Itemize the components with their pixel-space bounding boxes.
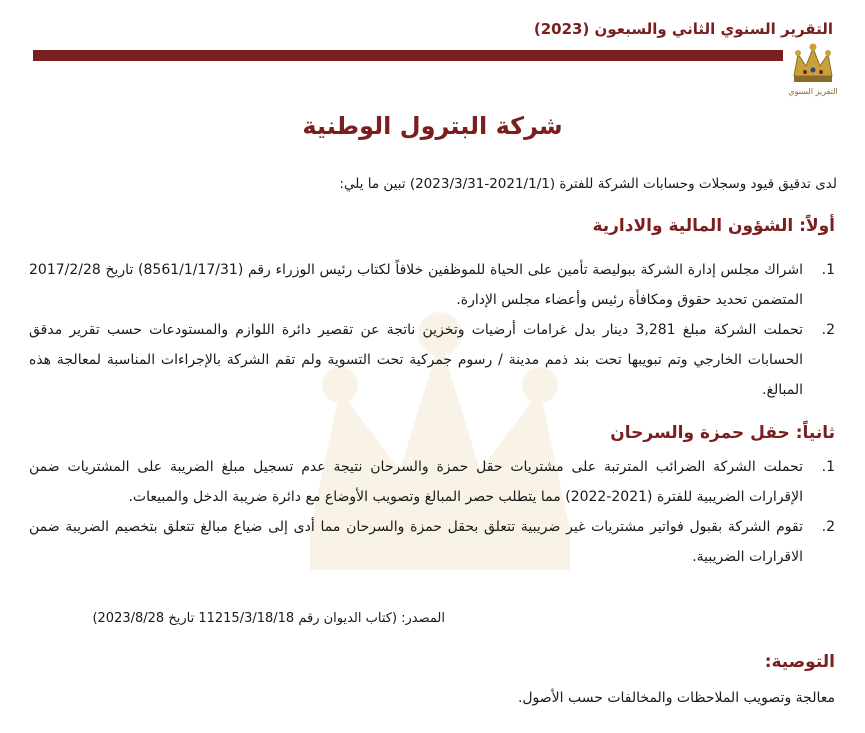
item-number: 1. bbox=[821, 459, 835, 475]
section-heading-recommendation: التوصية: bbox=[764, 652, 835, 672]
header-divider-bar bbox=[33, 50, 783, 61]
item-text: اشراك مجلس إدارة الشركة ببوليصة تأمين على الحياة للموظفين خلافاً لكتاب رئيس الوزراء رقم (8561/1/17/31) تاريخ 2017/2/28 المتضمن تحديد حقوق ومكافأة رئيس وأعضاء مجلس الإدارة. bbox=[29, 262, 804, 308]
item-number: 2. bbox=[821, 322, 835, 338]
section-heading-hamza-field: ثانياً: حقل حمزة والسرحان bbox=[610, 423, 835, 443]
intro-paragraph: لدى تدقيق قيود وسجلات وحسابات الشركة للفترة (2021/1/1-2023/3/31) تبين ما يلي: bbox=[339, 176, 837, 192]
item-text: تحملت الشركة الضرائب المترتبة على مشتريات حقل حمزة والسرحان نتيجة عدم تسجيل مبلغ الضريبة على المشتريات ضمن الإقرارات الضريبية للفترة (2021-2022) مما يتطلب حصر المبالغ وتصويب الأوضاع مع دائرة ضريبة الدخل والمبيعات. bbox=[29, 459, 803, 505]
item-text: تقوم الشركة بقبول فواتير مشتريات غير ضريبية تتعلق بحقل حمزة والسرحان مما أدى إلى ضياع مبالغ تتعلق بتخصيم الضريبة ضمن الاقرارات الضريبية. bbox=[29, 519, 803, 565]
recommendation-text: معالجة وتصويب الملاحظات والمخالفات حسب الأصول. bbox=[517, 690, 835, 706]
item-number: 2. bbox=[821, 519, 835, 535]
report-logo bbox=[783, 42, 843, 106]
section-heading-finance: أولاً: الشؤون المالية والادارية bbox=[592, 216, 835, 236]
page-title: شركة البترول الوطنية bbox=[302, 112, 563, 140]
list-item bbox=[29, 452, 835, 512]
item-number: 1. bbox=[821, 262, 835, 278]
finance-findings-list bbox=[29, 255, 835, 405]
logo-caption: التقرير السنوي bbox=[788, 87, 838, 96]
source-citation: المصدر: (كتاب الديوان رقم 11215/3/18/18 تاريخ 2023/8/28) bbox=[92, 611, 445, 626]
item-text: تحملت الشركة مبلغ 3,281 دينار بدل غرامات أرضيات وتخزين ناتجة عن تقصير دائرة اللوازم والمستودعات حسب تقرير مدقق الحسابات الخارجي وتم تبويبها تحت بند ذمم مدينة / رسوم جمركية تحت التسوية ولم تقم الشركة بالإجراءات المناسبة لمعالجة هذه المبالغ. bbox=[29, 322, 804, 398]
list-item bbox=[29, 315, 835, 405]
page-header-title: التقرير السنوي الثاني والسبعون (2023) bbox=[533, 20, 833, 38]
list-item bbox=[29, 512, 835, 572]
field-findings-list bbox=[29, 452, 835, 572]
list-item bbox=[29, 255, 835, 315]
crown-logo-icon bbox=[790, 42, 836, 86]
